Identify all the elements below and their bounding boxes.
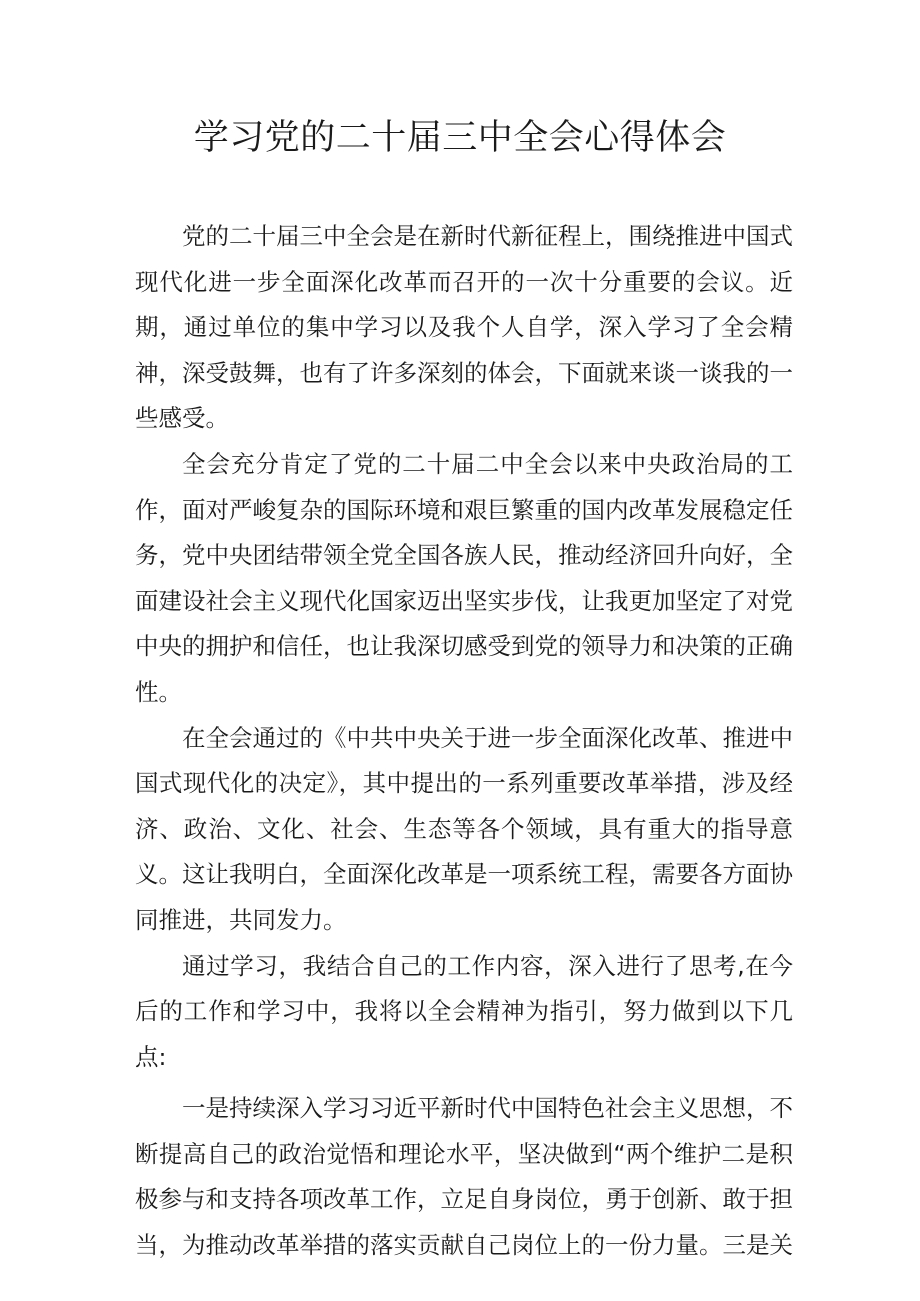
paragraph-intro: 党的二十届三中全会是在新时代新征程上，围绕推进中国式现代化进一步全面深化改革而召开的一次十分重要的会议。近期，通过单位的集中学习以及我个人自学，深入学习了全会精神，深受鼓舞，也有了许多深刻的体会，下面就来谈一谈我的一些感受。 [135,222,793,433]
paragraph-decision: 在全会通过的《中共中央关于进一步全面深化改革、推进中国式现代化的决定》，其中提出的一系列重要改革举措，涉及经济、政治、文化、社会、生态等各个领域，具有重大的指导意义。这让我明白，全面深化改革是一项系统工程，需要各方面协同推进，共同发力。 [135,723,793,934]
paragraph-action-points: 一是持续深入学习习近平新时代中国特色社会主义思想，不断提高自己的政治觉悟和理论水平，坚决做到“两个维护二是积极参与和支持各项改革工作，立足自身岗位，勇于创新、敢于担当，为推动改革举措的落实贡献自己岗位上的一份力量。三是关 [135,1094,793,1260]
paragraph-reflection: 通过学习，我结合自己的工作内容，深入进行了思考,在今后的工作和学习中，我将以全会精神为指引，努力做到以下几点: [135,951,793,1071]
document-body [135,214,793,1269]
document-title: 学习党的二十届三中全会心得体会 [193,118,727,158]
paragraph-affirmation: 全会充分肯定了党的二十届二中全会以来中央政治局的工作，面对严峻复杂的国际环境和艰巨繁重的国内改革发展稳定任务，党中央团结带领全党全国各族人民，推动经济回升向好，全面建设社会主义现代化国家迈出坚实步伐，让我更加坚定了对党中央的拥护和信任，也让我深切感受到党的领导力和决策的正确性。 [135,449,793,706]
